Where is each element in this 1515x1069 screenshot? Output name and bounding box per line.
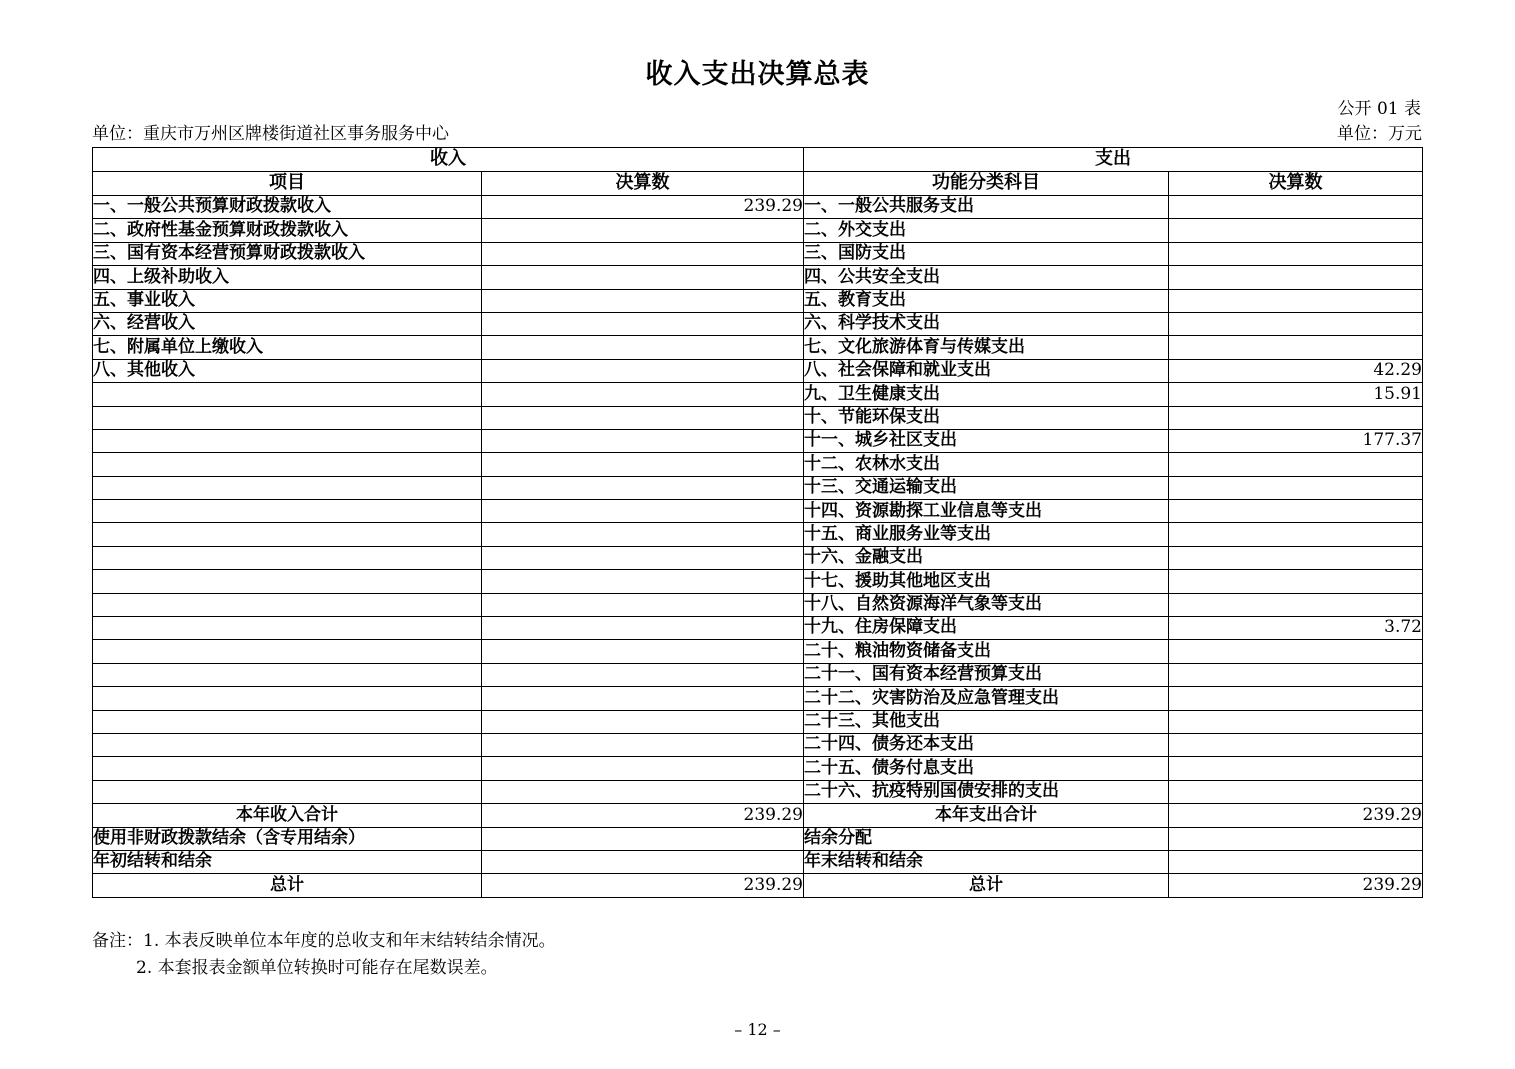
expense-value-cell xyxy=(1169,663,1423,686)
income-item-cell: 七、附属单位上缴收入 xyxy=(93,336,482,359)
expense-item-cell: 五、教育支出 xyxy=(804,289,1169,312)
income-item-cell xyxy=(93,617,482,640)
footnote-line-2: 2. 本套报表金额单位转换时可能存在尾数误差。 xyxy=(136,958,498,978)
expense-value-cell xyxy=(1169,312,1423,335)
expense-value-cell xyxy=(1169,827,1423,850)
expense-value-cell xyxy=(1169,733,1423,756)
table-row xyxy=(93,546,1423,569)
expense-value-cell xyxy=(1169,500,1423,523)
expense-item-cell: 二、外交支出 xyxy=(804,219,1169,242)
income-item-cell xyxy=(93,570,482,593)
table-row xyxy=(93,804,1423,827)
income-item-cell: 三、国有资本经营预算财政拨款收入 xyxy=(93,242,482,265)
income-value-cell xyxy=(482,453,804,476)
table-number-label: 公开 01 表 xyxy=(1337,99,1421,119)
income-value-cell xyxy=(482,289,804,312)
expense-value-cell: 239.29 xyxy=(1169,804,1423,827)
expense-value-cell: 15.91 xyxy=(1169,383,1423,406)
income-value-cell xyxy=(482,757,804,780)
income-value-cell: 239.29 xyxy=(482,804,804,827)
table-row xyxy=(93,523,1423,546)
income-item-cell xyxy=(93,546,482,569)
expense-value-cell: 42.29 xyxy=(1169,359,1423,382)
footnote-line-1: 备注：1. 本表反映单位本年度的总收支和年末结转结余情况。 xyxy=(92,931,556,951)
expense-item-cell: 二十、粮油物资储备支出 xyxy=(804,640,1169,663)
income-item-cell xyxy=(93,476,482,499)
table-row xyxy=(93,874,1423,897)
income-item-cell xyxy=(93,780,482,803)
income-section-header: 收入 xyxy=(93,148,804,172)
income-value-cell xyxy=(482,500,804,523)
income-value-cell xyxy=(482,546,804,569)
income-value-cell xyxy=(482,476,804,499)
budget-summary-table xyxy=(92,147,1423,898)
income-item-cell xyxy=(93,453,482,476)
table-row xyxy=(93,453,1423,476)
income-value-cell xyxy=(482,663,804,686)
income-value-cell xyxy=(482,780,804,803)
expense-item-cell: 十九、住房保障支出 xyxy=(804,617,1169,640)
income-item-cell xyxy=(93,593,482,616)
table-row xyxy=(93,359,1423,382)
expense-item-cell: 二十二、灾害防治及应急管理支出 xyxy=(804,687,1169,710)
expense-item-cell: 二十三、其他支出 xyxy=(804,710,1169,733)
income-item-cell xyxy=(93,733,482,756)
table-row xyxy=(93,383,1423,406)
expense-value-cell xyxy=(1169,757,1423,780)
unit-name-label: 单位：重庆市万州区牌楼街道社区事务服务中心 xyxy=(92,124,449,144)
table-row xyxy=(93,593,1423,616)
income-value-cell: 239.29 xyxy=(482,196,804,219)
income-item-cell xyxy=(93,406,482,429)
income-value-cell xyxy=(482,617,804,640)
expense-item-cell: 十五、商业服务业等支出 xyxy=(804,523,1169,546)
expense-item-cell: 总计 xyxy=(804,874,1169,897)
income-value-cell xyxy=(482,266,804,289)
income-value-cell xyxy=(482,570,804,593)
expense-value-cell xyxy=(1169,476,1423,499)
expense-value-cell xyxy=(1169,570,1423,593)
table-row xyxy=(93,429,1423,452)
income-item-cell xyxy=(93,757,482,780)
income-item-cell: 一、一般公共预算财政拨款收入 xyxy=(93,196,482,219)
expense-value-cell: 239.29 xyxy=(1169,874,1423,897)
expense-item-cell: 七、文化旅游体育与传媒支出 xyxy=(804,336,1169,359)
table-row xyxy=(93,196,1423,219)
footnotes xyxy=(92,928,556,982)
expense-value-cell xyxy=(1169,850,1423,873)
table-row xyxy=(93,406,1423,429)
income-item-cell xyxy=(93,663,482,686)
income-value-cell xyxy=(482,850,804,873)
expense-item-cell: 二十一、国有资本经营预算支出 xyxy=(804,663,1169,686)
table-row xyxy=(93,219,1423,242)
expense-item-cell: 二十四、债务还本支出 xyxy=(804,733,1169,756)
table-row xyxy=(93,780,1423,803)
income-value-cell xyxy=(482,733,804,756)
expense-value-cell xyxy=(1169,266,1423,289)
expense-value-cell xyxy=(1169,687,1423,710)
expense-item-cell: 十三、交通运输支出 xyxy=(804,476,1169,499)
page-title: 收入支出决算总表 xyxy=(645,59,870,90)
income-value-cell xyxy=(482,687,804,710)
income-value-cell: 239.29 xyxy=(482,874,804,897)
expense-item-column-header: 功能分类科目 xyxy=(804,172,1169,196)
expense-item-cell: 年末结转和结余 xyxy=(804,850,1169,873)
expense-value-cell xyxy=(1169,289,1423,312)
expense-value-cell xyxy=(1169,523,1423,546)
expense-item-cell: 九、卫生健康支出 xyxy=(804,383,1169,406)
expense-value-cell xyxy=(1169,593,1423,616)
income-value-cell xyxy=(482,312,804,335)
income-item-cell: 使用非财政拨款结余（含专用结余） xyxy=(93,827,482,850)
income-item-cell xyxy=(93,383,482,406)
expense-item-cell: 十、节能环保支出 xyxy=(804,406,1169,429)
income-value-cell xyxy=(482,359,804,382)
table-row xyxy=(93,733,1423,756)
expense-value-cell xyxy=(1169,453,1423,476)
table-row xyxy=(93,312,1423,335)
expense-value-cell xyxy=(1169,406,1423,429)
income-item-column-header: 项目 xyxy=(93,172,482,196)
income-item-cell: 本年收入合计 xyxy=(93,804,482,827)
table-row xyxy=(93,242,1423,265)
income-value-cell xyxy=(482,242,804,265)
expense-item-cell: 十六、金融支出 xyxy=(804,546,1169,569)
table-row xyxy=(93,640,1423,663)
income-value-cell xyxy=(482,827,804,850)
table-row xyxy=(93,266,1423,289)
table-row xyxy=(93,827,1423,850)
expense-value-cell xyxy=(1169,546,1423,569)
income-value-cell xyxy=(482,383,804,406)
table-row xyxy=(93,570,1423,593)
expense-item-cell: 二十五、债务付息支出 xyxy=(804,757,1169,780)
currency-unit-label: 单位：万元 xyxy=(1337,124,1422,144)
income-item-cell: 总计 xyxy=(93,874,482,897)
income-item-cell xyxy=(93,687,482,710)
expense-value-cell xyxy=(1169,640,1423,663)
expense-item-cell: 三、国防支出 xyxy=(804,242,1169,265)
expense-item-cell: 十二、农林水支出 xyxy=(804,453,1169,476)
income-item-cell xyxy=(93,429,482,452)
income-item-cell: 年初结转和结余 xyxy=(93,850,482,873)
expense-item-cell: 十一、城乡社区支出 xyxy=(804,429,1169,452)
expense-value-cell xyxy=(1169,196,1423,219)
expense-item-cell: 结余分配 xyxy=(804,827,1169,850)
column-header-row xyxy=(93,172,1423,196)
income-value-cell xyxy=(482,336,804,359)
table-row xyxy=(93,617,1423,640)
income-value-cell xyxy=(482,640,804,663)
table-row xyxy=(93,289,1423,312)
expense-value-cell xyxy=(1169,242,1423,265)
income-value-cell xyxy=(482,710,804,733)
income-item-cell: 四、上级补助收入 xyxy=(93,266,482,289)
income-value-cell xyxy=(482,523,804,546)
expense-value-cell xyxy=(1169,336,1423,359)
expense-item-cell: 十七、援助其他地区支出 xyxy=(804,570,1169,593)
expense-value-cell: 3.72 xyxy=(1169,617,1423,640)
income-item-cell: 八、其他收入 xyxy=(93,359,482,382)
income-value-cell xyxy=(482,593,804,616)
income-value-cell xyxy=(482,219,804,242)
income-item-cell xyxy=(93,523,482,546)
income-item-cell: 五、事业收入 xyxy=(93,289,482,312)
expense-item-cell: 本年支出合计 xyxy=(804,804,1169,827)
income-item-cell: 六、经营收入 xyxy=(93,312,482,335)
table-row xyxy=(93,336,1423,359)
table-row xyxy=(93,757,1423,780)
income-item-cell xyxy=(93,640,482,663)
income-value-column-header: 决算数 xyxy=(482,172,804,196)
expense-value-cell: 177.37 xyxy=(1169,429,1423,452)
expense-value-cell xyxy=(1169,219,1423,242)
expense-section-header: 支出 xyxy=(804,148,1423,172)
table-row xyxy=(93,850,1423,873)
page-number: – 12 – xyxy=(734,1020,781,1039)
expense-item-cell: 一、一般公共服务支出 xyxy=(804,196,1169,219)
expense-item-cell: 六、科学技术支出 xyxy=(804,312,1169,335)
income-item-cell xyxy=(93,710,482,733)
table-row xyxy=(93,663,1423,686)
income-value-cell xyxy=(482,406,804,429)
table-row xyxy=(93,500,1423,523)
expense-item-cell: 八、社会保障和就业支出 xyxy=(804,359,1169,382)
expense-item-cell: 二十六、抗疫特别国债安排的支出 xyxy=(804,780,1169,803)
expense-value-cell xyxy=(1169,780,1423,803)
income-value-cell xyxy=(482,429,804,452)
expense-item-cell: 十四、资源勘探工业信息等支出 xyxy=(804,500,1169,523)
section-header-row xyxy=(93,148,1423,172)
table-row xyxy=(93,476,1423,499)
expense-value-column-header: 决算数 xyxy=(1169,172,1423,196)
income-item-cell xyxy=(93,500,482,523)
expense-value-cell xyxy=(1169,710,1423,733)
table-row xyxy=(93,710,1423,733)
expense-item-cell: 四、公共安全支出 xyxy=(804,266,1169,289)
income-item-cell: 二、政府性基金预算财政拨款收入 xyxy=(93,219,482,242)
table-row xyxy=(93,687,1423,710)
expense-item-cell: 十八、自然资源海洋气象等支出 xyxy=(804,593,1169,616)
meta-line xyxy=(92,119,1422,144)
